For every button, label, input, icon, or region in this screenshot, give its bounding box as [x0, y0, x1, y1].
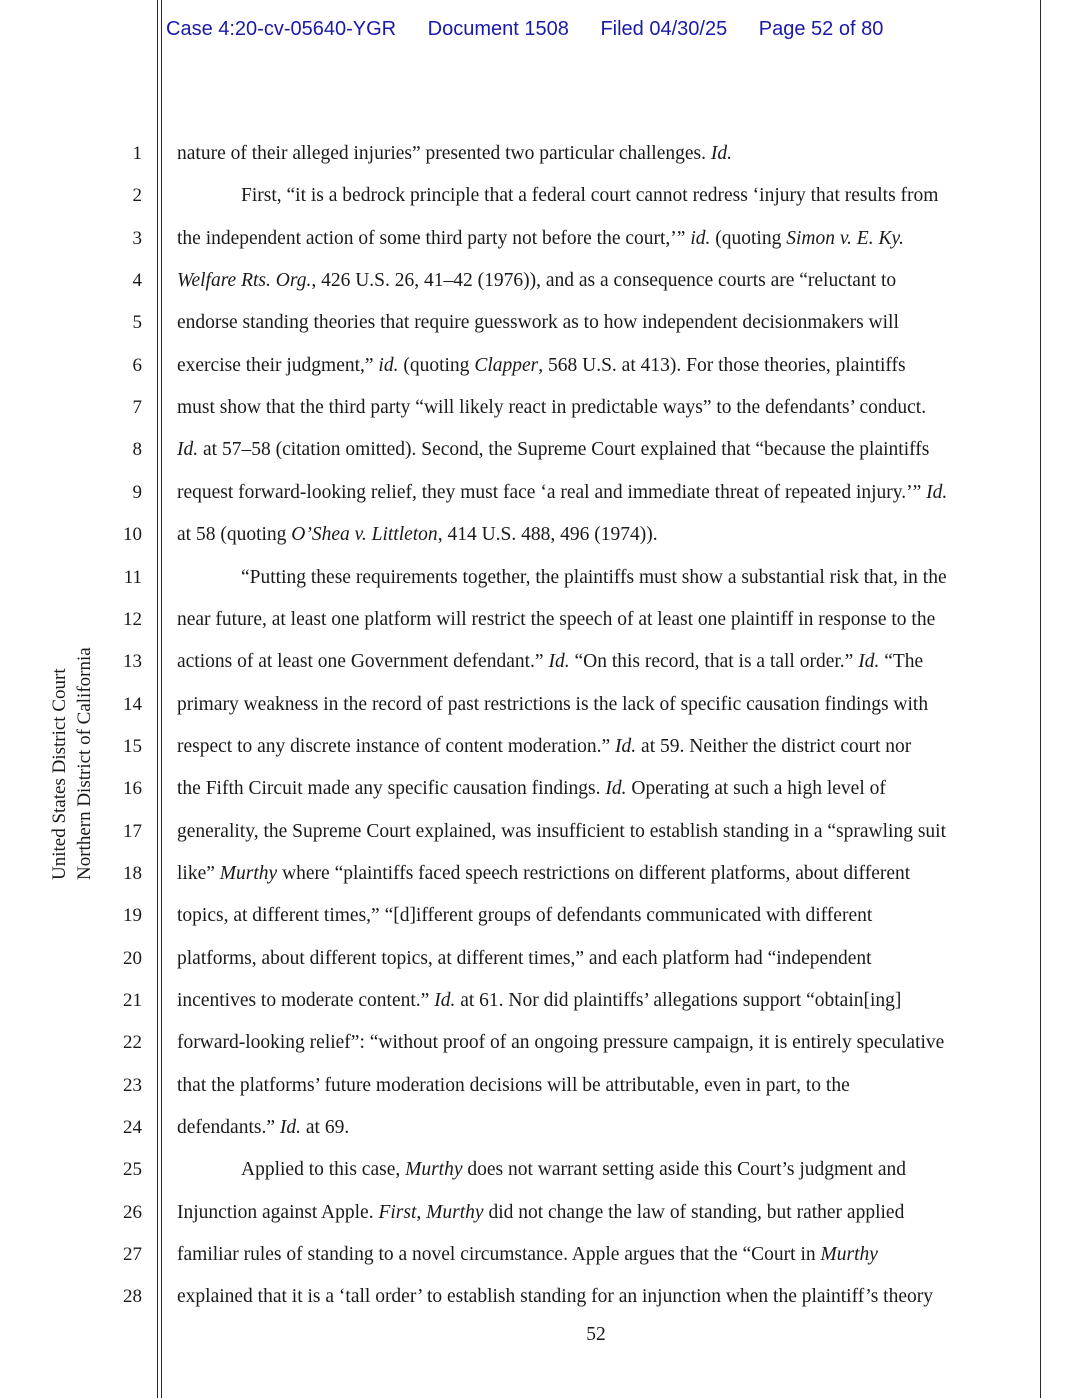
text-run: (quoting [710, 227, 787, 249]
line-number: 12 [123, 608, 142, 630]
text-run: respect to any discrete instance of content moderation.” [177, 735, 616, 757]
text-run: that the platforms’ future moderation decisions will be attributable, even in part, to the [177, 1074, 850, 1096]
text-run: exercise their judgment,” [177, 354, 379, 376]
text-line [177, 735, 911, 759]
text-line [241, 1158, 906, 1182]
text-run: topics, at different times,” “[d]ifferent groups of defendants communicated with different [177, 905, 873, 927]
text-line [241, 566, 947, 590]
text-run: defendants.” [177, 1117, 280, 1139]
text-run: Injunction against Apple. [177, 1201, 379, 1223]
page-indicator: Page 52 of 80 [758, 18, 884, 40]
case-number: Case 4:20-cv-05640-YGR [166, 18, 397, 40]
text-line [177, 820, 946, 844]
text-line [177, 989, 901, 1013]
text-line [177, 1031, 944, 1055]
text-run: Operating at such a high level of [626, 778, 886, 800]
italic-citation: Murthy [820, 1244, 878, 1266]
text-run: at 61. Nor did plaintiffs’ allegations support “obtain[ing] [455, 990, 902, 1011]
text-run: First, “it is a bedrock principle that a federal court cannot redress ‘injury that results from [241, 185, 939, 207]
italic-citation: Id. [858, 651, 880, 673]
text-run: “On this record, that is a tall order.” [569, 651, 859, 673]
line-number: 23 [123, 1074, 142, 1096]
text-run: request forward-looking relief, they must face ‘a real and immediate threat of repeated injury.’” [177, 481, 927, 503]
text-run: nature of their alleged injuries” presented two particular challenges. [177, 143, 711, 164]
text-run: at 59. Neither the district court nor [636, 735, 912, 757]
text-run: , 414 U.S. 488, 496 (1974)). [437, 524, 658, 546]
italic-citation: id. [378, 354, 399, 376]
italic-citation: Murthy [405, 1159, 463, 1181]
text-run: “Putting these requirements together, the plaintiffs must show a substantial risk that, in the [241, 566, 947, 588]
text-run: platforms, about different topics, at different times,” and each platform had “independent [177, 947, 872, 969]
italic-citation: Id. [177, 439, 199, 461]
text-run: “The [879, 651, 924, 673]
italic-citation: Murthy [219, 862, 278, 884]
text-run: like” [177, 862, 220, 884]
text-line [177, 608, 935, 632]
line-number: 28 [123, 1286, 142, 1308]
text-run: does not warrant setting aside this Court’s judgment and [462, 1159, 907, 1181]
line-number: 18 [123, 862, 142, 884]
line-number: 20 [123, 947, 142, 969]
left-margin-rule [157, 0, 158, 1398]
text-run: did not change the law of standing, but rather applied [483, 1201, 905, 1223]
text-line [177, 142, 732, 166]
text-run: Applied to this case, [241, 1159, 406, 1181]
line-number: 1 [132, 143, 142, 164]
text-line [177, 862, 910, 886]
italic-citation: Id. [615, 735, 637, 757]
italic-citation: Id. [548, 651, 570, 673]
text-line [177, 1243, 878, 1267]
line-number: 9 [132, 481, 142, 503]
document-number: Document 1508 [427, 18, 569, 40]
line-number: 26 [123, 1201, 142, 1223]
italic-citation: Id. [279, 1117, 301, 1139]
line-number: 19 [123, 905, 142, 927]
line-number: 25 [123, 1159, 142, 1181]
text-line [177, 311, 899, 335]
filed-date: Filed 04/30/25 [600, 18, 728, 40]
text-run: endorse standing theories that require guesswork as to how independent decisionmakers will [177, 312, 899, 334]
italic-citation: Id. [926, 481, 948, 503]
text-line [177, 947, 872, 971]
text-line [177, 354, 906, 378]
line-number: 3 [132, 227, 142, 249]
text-run: actions of at least one Government defendant.” [177, 651, 549, 673]
line-number: 27 [123, 1244, 142, 1266]
italic-citation: Welfare Rts. Org. [177, 270, 312, 292]
line-number: 11 [123, 566, 142, 588]
text-line [177, 396, 926, 420]
line-number: 6 [132, 354, 142, 376]
line-number: 24 [123, 1117, 142, 1139]
text-run: the independent action of some third party not before the court,’” [177, 227, 691, 249]
text-line [177, 650, 923, 674]
text-run: forward-looking relief”: “without proof of an ongoing pressure campaign, it is entirely speculative [177, 1032, 945, 1054]
line-number: 2 [132, 185, 142, 207]
text-line [177, 777, 886, 801]
court-label-line1: United States District Court [49, 668, 70, 880]
court-label-line2: Northern District of California [74, 647, 95, 880]
text-line [177, 1201, 904, 1225]
line-number: 14 [123, 693, 142, 715]
text-run: near future, at least one platform will restrict the speech of at least one plaintiff in response to the [177, 608, 936, 630]
italic-citation: Simon v. E. Ky. [786, 227, 904, 249]
text-line [177, 1116, 349, 1140]
text-run: incentives to moderate content.” [177, 990, 435, 1011]
italic-citation: O’Shea v. Littleton [291, 524, 438, 546]
text-run: explained that it is a ‘tall order’ to establish standing for an injunction when the plaintiff’s theory [177, 1286, 933, 1308]
text-run: at 57–58 (citation omitted). Second, the Supreme Court explained that “because the plaintiffs [198, 439, 930, 461]
italic-citation: Clapper [474, 354, 539, 376]
italic-citation: Id. [605, 778, 627, 800]
line-number: 4 [132, 270, 142, 292]
text-run: , 568 U.S. at 413). For those theories, plaintiffs [538, 354, 906, 376]
line-number: 7 [132, 397, 142, 419]
text-run: the Fifth Circuit made any specific causation findings. [177, 778, 606, 800]
line-number: 21 [123, 990, 142, 1011]
italic-citation: Murthy [426, 1201, 484, 1223]
text-line [177, 1074, 850, 1098]
line-number: 17 [123, 820, 142, 842]
right-margin-rule [1040, 0, 1041, 1398]
text-run: generality, the Supreme Court explained, was insufficient to establish standing in a “sprawling suit [177, 820, 947, 842]
case-header [166, 18, 909, 41]
italic-citation: Id. [710, 143, 732, 164]
line-number: 10 [123, 524, 142, 546]
line-number: 16 [123, 778, 142, 800]
text-line [177, 227, 904, 251]
italic-citation: First [378, 1201, 417, 1223]
line-number: 22 [123, 1032, 142, 1054]
line-number: 13 [123, 651, 142, 673]
text-line [177, 269, 896, 293]
text-run: at 58 (quoting [177, 524, 292, 546]
text-run: at 69. [301, 1117, 350, 1139]
text-run: (quoting [398, 354, 475, 376]
text-run: familiar rules of standing to a novel circumstance. Apple argues that the “Court in [177, 1244, 821, 1266]
text-line [177, 523, 658, 547]
italic-citation: id. [690, 227, 711, 249]
text-line [177, 904, 872, 928]
italic-citation: Id. [434, 990, 456, 1011]
text-line [177, 693, 928, 717]
text-run: , 426 U.S. 26, 41–42 (1976)), and as a consequence courts are “reluctant to [311, 270, 897, 292]
text-line [177, 438, 929, 462]
court-label [47, 647, 97, 880]
text-line [177, 481, 947, 505]
text-run: , [416, 1201, 427, 1223]
line-number: 8 [132, 439, 142, 461]
text-run: primary weakness in the record of past restrictions is the lack of specific causation findings with [177, 693, 929, 715]
text-run: must show that the third party “will likely react in predictable ways” to the defendants’ conduct. [177, 397, 927, 419]
left-margin-rule-inner [161, 0, 162, 1398]
line-number: 5 [132, 312, 142, 334]
text-line [177, 1285, 933, 1309]
text-line [241, 184, 938, 208]
page-number: 52 [586, 1324, 606, 1345]
line-number: 15 [123, 735, 142, 757]
text-run: where “plaintiffs faced speech restrictions on different platforms, about different [277, 862, 911, 884]
